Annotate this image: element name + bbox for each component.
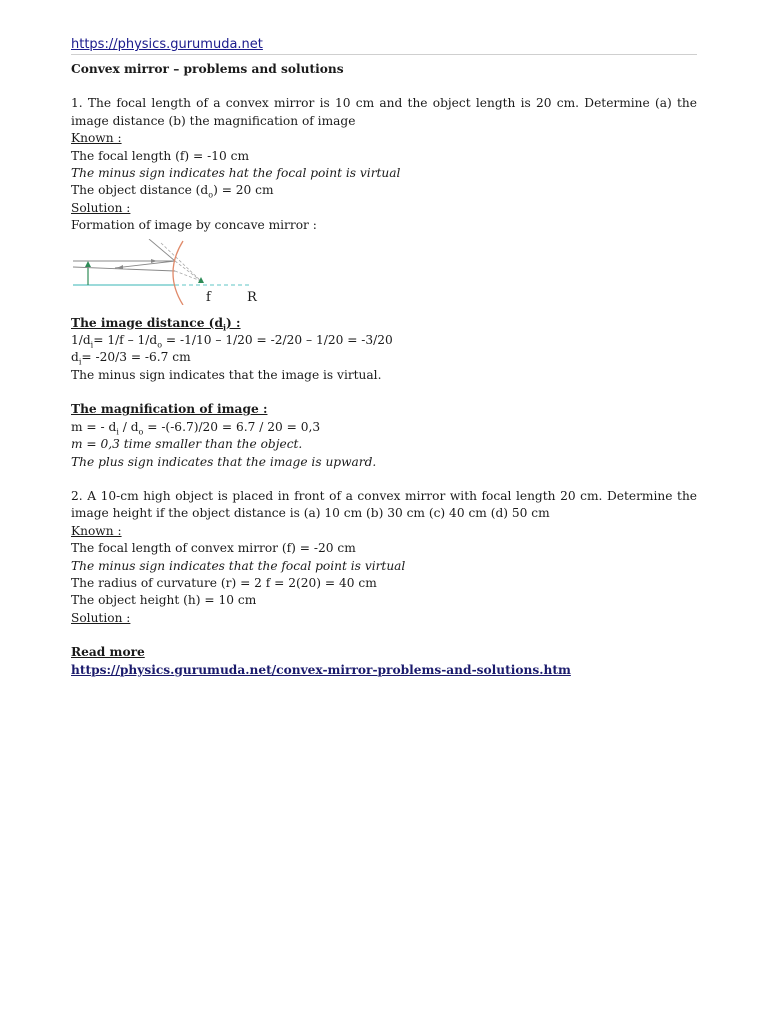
problem1-focal-length: The focal length (f) = -10 cm [71, 148, 250, 163]
problem2-known-label: Known : [71, 523, 122, 538]
read-more-label: Read more [71, 645, 145, 660]
problem1-statement: 1. The focal length of a convex mirror is 10 cm and the object length is 20 cm. Determine (a) the image distance (b) the magnification of image [71, 96, 697, 128]
problem2-radius: The radius of curvature (r) = 2 f = 2(20) = 40 cm [71, 575, 377, 590]
problem1-known-label: Known : [71, 131, 122, 146]
object-arrow-head [85, 261, 91, 267]
focal-point-label: f [206, 289, 211, 305]
image-distance-heading: The image distance $(d_i)$ : [71, 315, 241, 333]
ray-arrow-1 [151, 259, 157, 263]
magnification-note-2: The plus sign indicates that the image is upward. [71, 454, 377, 469]
document-page [71, 36, 697, 679]
radius-label: R [247, 289, 257, 305]
problem2-statement: 2. A 10-cm high object is placed in front of a convex mirror with focal length 20 cm. Determine the image height if the object distance is (a) 10 cm (b) 30 cm (c) 40 cm (d) 50 cm [71, 488, 697, 521]
problem1-minus-note: The minus sign indicates hat the focal point is virtual [71, 166, 401, 181]
image-distance-equation-2: $d_i= -20/3 = -6.7$ cm [71, 350, 191, 367]
problem1-solution-label: Solution : [71, 200, 131, 215]
problem2-solution-label: Solution : [71, 610, 131, 625]
magnification-heading: The magnification of image : [71, 402, 268, 417]
mirror-diagram [71, 239, 697, 305]
magnification-note-1: m = 0,3 time smaller than the object. [71, 437, 303, 452]
read-more-link[interactable]: https://physics.gurumuda.net/convex-mirror-problems-and-solutions.htm [71, 662, 571, 677]
problem1-object-distance: The object distance $(d_o) = 20$ cm [71, 183, 274, 200]
mirror-diagram-svg [71, 239, 271, 305]
header-rule [71, 54, 697, 55]
image-distance-equation-1: $1/d_i= 1/f - 1/d_o = -1/10 - 1/20 = -2/20 - 1/20 = -3/20$ [71, 333, 393, 350]
problem2-height: The object height (h) = 10 cm [71, 593, 257, 608]
problem2-focal-length: The focal length of convex mirror (f) = -20 cm [71, 541, 356, 556]
virtual-image-note: The minus sign indicates that the image is virtual. [71, 367, 382, 382]
problem2-minus-note: The minus sign indicates that the focal point is virtual [71, 558, 406, 573]
convex-mirror-arc [173, 241, 183, 305]
header-link[interactable]: https://physics.gurumuda.net [71, 37, 263, 52]
virtual-ray-2 [175, 271, 201, 281]
virtual-ray-1 [175, 261, 201, 281]
reflected-ray-1 [115, 261, 175, 268]
document-title: Convex mirror – problems and solutions [71, 62, 344, 76]
reflected-ray-2 [149, 239, 175, 261]
magnification-equation: m = - $d_i / d_o = -(-6.7)/20 = 6.7 / 20 = 0,3$ [71, 419, 321, 437]
problem1-formation-text: Formation of image by concave mirror : [71, 218, 317, 233]
